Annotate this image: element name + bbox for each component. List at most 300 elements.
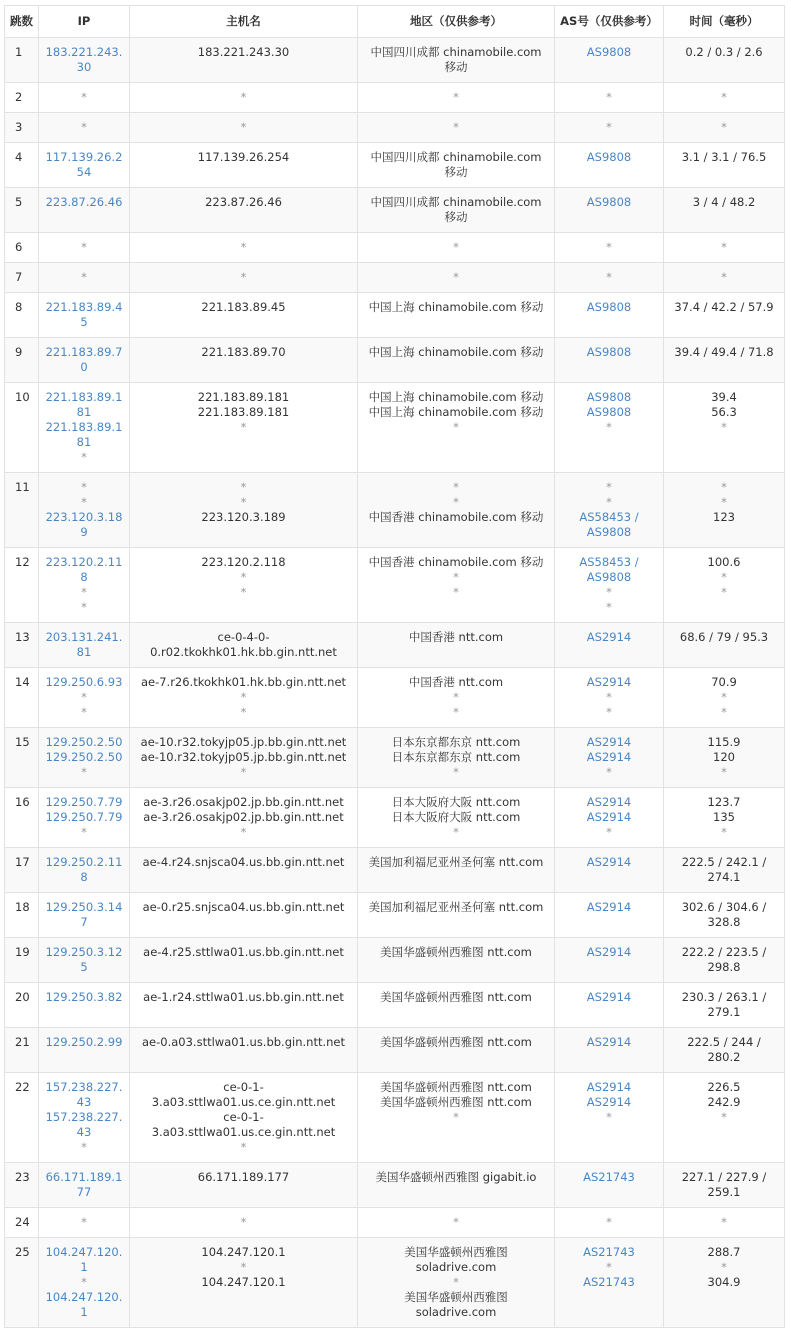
region-cell xyxy=(358,233,555,263)
ip-cell xyxy=(39,38,130,83)
time-cell xyxy=(664,668,785,728)
region-text: 美国华盛顿州西雅图 soladrive.com xyxy=(404,1290,508,1319)
hop-cell: 7 xyxy=(5,263,39,293)
time-text: 302.6 / 304.6 / 328.8 xyxy=(681,900,767,929)
as-cell xyxy=(555,623,664,668)
region-cell xyxy=(358,383,555,473)
as-cell xyxy=(555,893,664,938)
hostname-cell xyxy=(130,848,358,893)
as-link[interactable]: AS21743 xyxy=(583,1170,635,1184)
no-response-mark: * xyxy=(240,825,247,839)
ip-cell xyxy=(39,473,130,548)
no-response-mark: * xyxy=(240,120,247,134)
as-link[interactable]: AS2914 xyxy=(586,675,632,689)
ip-link[interactable]: 66.171.189.177 xyxy=(45,1170,123,1199)
host-text: 117.139.26.254 xyxy=(197,150,290,164)
region-text: 美国华盛顿州西雅图 ntt.com xyxy=(380,990,532,1004)
header-time: 时间（毫秒） xyxy=(664,6,785,38)
no-response-mark: * xyxy=(606,420,612,434)
hop-cell: 19 xyxy=(5,938,39,983)
time-text: 288.7 xyxy=(707,1245,741,1259)
as-link[interactable]: AS2914 xyxy=(586,1080,632,1094)
region-text: 日本大阪府大阪 ntt.com xyxy=(391,810,521,824)
as-link[interactable]: AS2914 xyxy=(586,1095,632,1109)
hop-cell: 14 xyxy=(5,668,39,728)
ip-cell xyxy=(39,848,130,893)
region-cell xyxy=(358,338,555,383)
no-response-mark: * xyxy=(606,825,612,839)
as-cell xyxy=(555,473,664,548)
region-text: 美国华盛顿州西雅图 ntt.com xyxy=(380,1035,532,1049)
time-text: 3 / 4 / 48.2 xyxy=(692,195,756,209)
table-row xyxy=(5,383,785,473)
table-row xyxy=(5,983,785,1028)
ip-cell xyxy=(39,113,130,143)
hostname-cell xyxy=(130,893,358,938)
hop-cell: 20 xyxy=(5,983,39,1028)
ip-cell xyxy=(39,668,130,728)
time-text: 222.5 / 242.1 / 274.1 xyxy=(681,855,767,884)
region-cell xyxy=(358,263,555,293)
ip-link[interactable]: 221.183.89.181 xyxy=(45,390,123,419)
time-text: 242.9 xyxy=(707,1095,741,1109)
time-cell xyxy=(664,1163,785,1208)
no-response-mark: * xyxy=(240,765,247,779)
no-response-mark: * xyxy=(240,270,247,284)
region-text: 美国华盛顿州西雅图 soladrive.com xyxy=(404,1245,508,1274)
hostname-cell xyxy=(130,83,358,113)
ip-link[interactable]: 129.250.2.50 xyxy=(45,750,123,764)
ip-link[interactable]: 129.250.3.82 xyxy=(45,990,123,1004)
time-text: 115.9 xyxy=(707,735,741,749)
no-response-mark: * xyxy=(453,90,459,104)
time-cell xyxy=(664,188,785,233)
no-response-mark: * xyxy=(721,765,727,779)
no-response-mark: * xyxy=(453,825,459,839)
ip-cell xyxy=(39,1073,130,1163)
region-cell xyxy=(358,938,555,983)
as-link[interactable]: AS21743 xyxy=(583,1245,635,1259)
host-text: ae-1.r24.sttlwa01.us.bb.gin.ntt.net xyxy=(143,990,344,1004)
ip-cell xyxy=(39,983,130,1028)
no-response-mark: * xyxy=(453,420,459,434)
time-cell xyxy=(664,113,785,143)
no-response-mark: * xyxy=(81,450,87,464)
hostname-cell xyxy=(130,938,358,983)
no-response-mark: * xyxy=(721,705,727,719)
table-row xyxy=(5,848,785,893)
no-response-mark: * xyxy=(240,240,247,254)
hop-cell: 23 xyxy=(5,1163,39,1208)
no-response-mark: * xyxy=(606,90,612,104)
hop-cell: 4 xyxy=(5,143,39,188)
hop-cell: 1 xyxy=(5,38,39,83)
as-link[interactable]: AS9808 xyxy=(586,390,632,404)
ip-link[interactable]: 129.250.2.50 xyxy=(45,735,123,749)
region-cell xyxy=(358,668,555,728)
ip-link[interactable]: 183.221.243.30 xyxy=(45,45,123,74)
hop-cell: 21 xyxy=(5,1028,39,1073)
no-response-mark: * xyxy=(81,600,87,614)
host-text: ae-3.r26.osakjp02.jp.bb.gin.ntt.net xyxy=(143,795,344,809)
region-text: 中国上海 chinamobile.com 移动 xyxy=(368,345,544,359)
as-cell xyxy=(555,233,664,263)
region-text: 美国加利福尼亚州圣何塞 ntt.com xyxy=(368,855,544,869)
time-cell xyxy=(664,728,785,788)
time-text: 227.1 / 227.9 / 259.1 xyxy=(681,1170,767,1199)
no-response-mark: * xyxy=(81,120,87,134)
region-text: 美国华盛顿州西雅图 gigabit.io xyxy=(375,1170,537,1184)
hostname-cell xyxy=(130,548,358,623)
time-text: 70.9 xyxy=(711,675,737,689)
as-cell xyxy=(555,83,664,113)
hostname-cell xyxy=(130,338,358,383)
table-row xyxy=(5,293,785,338)
table-row xyxy=(5,1073,785,1163)
table-row xyxy=(5,788,785,848)
region-cell xyxy=(358,728,555,788)
region-cell xyxy=(358,293,555,338)
as-cell xyxy=(555,1028,664,1073)
as-cell xyxy=(555,188,664,233)
no-response-mark: * xyxy=(606,765,612,779)
as-link[interactable]: AS2914 xyxy=(586,1035,632,1049)
no-response-mark: * xyxy=(81,1215,87,1229)
table-row xyxy=(5,1028,785,1073)
no-response-mark: * xyxy=(721,480,727,494)
region-cell xyxy=(358,1208,555,1238)
time-cell xyxy=(664,938,785,983)
table-header-row xyxy=(5,6,785,38)
host-text: 221.183.89.45 xyxy=(201,300,286,314)
no-response-mark: * xyxy=(721,240,727,254)
no-response-mark: * xyxy=(453,495,459,509)
ip-link[interactable]: 104.247.120.1 xyxy=(45,1290,123,1319)
ip-link[interactable]: 221.183.89.70 xyxy=(45,345,123,374)
host-text: 221.183.89.70 xyxy=(201,345,286,359)
region-text: 日本东京都东京 ntt.com xyxy=(391,750,521,764)
as-link[interactable]: AS2914 xyxy=(586,795,632,809)
no-response-mark: * xyxy=(81,765,87,779)
host-text: 221.183.89.181 xyxy=(197,390,290,404)
as-link[interactable]: AS2914 xyxy=(586,900,632,914)
no-response-mark: * xyxy=(721,690,727,704)
region-text: 中国上海 chinamobile.com 移动 xyxy=(368,405,544,419)
hostname-cell xyxy=(130,383,358,473)
no-response-mark: * xyxy=(240,690,247,704)
ip-link[interactable]: 129.250.2.118 xyxy=(45,855,123,884)
hop-cell: 10 xyxy=(5,383,39,473)
ip-link[interactable]: 129.250.6.93 xyxy=(45,675,123,689)
table-row xyxy=(5,38,785,83)
ip-link[interactable]: 157.238.227.43 xyxy=(45,1080,123,1109)
as-link[interactable]: AS2914 xyxy=(586,750,632,764)
host-text: 223.87.26.46 xyxy=(205,195,282,209)
time-cell xyxy=(664,83,785,113)
region-text: 中国四川成都 chinamobile.com 移动 xyxy=(370,195,542,224)
host-text: ae-10.r32.tokyjp05.jp.bb.gin.ntt.net xyxy=(140,735,347,749)
hostname-cell xyxy=(130,38,358,83)
time-text: 3.1 / 3.1 / 76.5 xyxy=(681,150,767,164)
region-cell xyxy=(358,38,555,83)
as-cell xyxy=(555,143,664,188)
time-text: 123.7 xyxy=(707,795,741,809)
no-response-mark: * xyxy=(606,585,612,599)
table-row xyxy=(5,188,785,233)
host-text: 183.221.243.30 xyxy=(197,45,290,59)
no-response-mark: * xyxy=(721,1215,727,1229)
time-text: 56.3 xyxy=(711,405,737,419)
hop-cell: 25 xyxy=(5,1238,39,1328)
as-cell xyxy=(555,383,664,473)
hop-cell: 6 xyxy=(5,233,39,263)
no-response-mark: * xyxy=(721,585,727,599)
region-text: 美国华盛顿州西雅图 ntt.com xyxy=(380,1080,532,1094)
no-response-mark: * xyxy=(81,1140,87,1154)
no-response-mark: * xyxy=(240,705,247,719)
time-cell xyxy=(664,383,785,473)
region-text: 中国四川成都 chinamobile.com 移动 xyxy=(370,150,542,179)
ip-cell xyxy=(39,1163,130,1208)
time-cell xyxy=(664,1208,785,1238)
region-text: 中国香港 chinamobile.com 移动 xyxy=(368,555,544,569)
no-response-mark: * xyxy=(606,240,612,254)
as-link[interactable]: AS9808 xyxy=(586,45,632,59)
region-cell xyxy=(358,83,555,113)
region-text: 中国四川成都 chinamobile.com 移动 xyxy=(370,45,542,74)
no-response-mark: * xyxy=(721,120,727,134)
time-cell xyxy=(664,1073,785,1163)
no-response-mark: * xyxy=(81,1275,87,1289)
ip-link[interactable]: 129.250.7.79 xyxy=(45,795,123,809)
no-response-mark: * xyxy=(606,1215,612,1229)
ip-cell xyxy=(39,383,130,473)
host-text: 104.247.120.1 xyxy=(201,1275,286,1289)
host-text: 223.120.2.118 xyxy=(201,555,286,569)
no-response-mark: * xyxy=(453,480,459,494)
host-text: ce-0-1-3.a03.sttlwa01.us.ce.gin.ntt.net xyxy=(151,1110,336,1139)
as-link[interactable]: AS9808 xyxy=(586,150,632,164)
header-hop: 跳数 xyxy=(5,6,39,38)
as-link[interactable]: AS2914 xyxy=(586,630,632,644)
no-response-mark: * xyxy=(721,270,727,284)
header-hostname: 主机名 xyxy=(130,6,358,38)
hostname-cell xyxy=(130,143,358,188)
no-response-mark: * xyxy=(606,270,612,284)
hostname-cell xyxy=(130,1073,358,1163)
table-row xyxy=(5,728,785,788)
as-cell xyxy=(555,983,664,1028)
table-row xyxy=(5,473,785,548)
ip-cell xyxy=(39,338,130,383)
region-cell xyxy=(358,893,555,938)
no-response-mark: * xyxy=(453,585,459,599)
hostname-cell xyxy=(130,1238,358,1328)
ip-link[interactable]: 221.183.89.181 xyxy=(45,420,123,449)
region-text: 中国上海 chinamobile.com 移动 xyxy=(368,390,544,404)
ip-link[interactable]: 129.250.2.99 xyxy=(45,1035,123,1049)
hostname-cell xyxy=(130,188,358,233)
ip-cell xyxy=(39,728,130,788)
as-cell xyxy=(555,1163,664,1208)
table-row xyxy=(5,113,785,143)
no-response-mark: * xyxy=(240,480,247,494)
time-text: 120 xyxy=(713,750,735,764)
table-row xyxy=(5,623,785,668)
time-cell xyxy=(664,1238,785,1328)
no-response-mark: * xyxy=(721,570,727,584)
host-text: ae-10.r32.tokyjp05.jp.bb.gin.ntt.net xyxy=(140,750,347,764)
no-response-mark: * xyxy=(721,825,727,839)
table-row xyxy=(5,233,785,263)
as-cell xyxy=(555,293,664,338)
host-text: ae-0.a03.sttlwa01.us.bb.gin.ntt.net xyxy=(142,1035,345,1049)
hostname-cell xyxy=(130,263,358,293)
no-response-mark: * xyxy=(81,705,87,719)
hop-cell: 8 xyxy=(5,293,39,338)
no-response-mark: * xyxy=(240,495,247,509)
hop-cell: 2 xyxy=(5,83,39,113)
as-link[interactable]: AS2914 xyxy=(586,735,632,749)
table-row xyxy=(5,938,785,983)
no-response-mark: * xyxy=(453,765,459,779)
time-cell xyxy=(664,848,785,893)
region-text: 美国加利福尼亚州圣何塞 ntt.com xyxy=(368,900,544,914)
ip-cell xyxy=(39,293,130,338)
region-cell xyxy=(358,1163,555,1208)
as-link[interactable]: AS2914 xyxy=(586,990,632,1004)
no-response-mark: * xyxy=(721,90,727,104)
table-row xyxy=(5,338,785,383)
as-link[interactable]: AS21743 xyxy=(583,1275,635,1289)
region-cell xyxy=(358,188,555,233)
as-link[interactable]: AS58453 / AS9808 xyxy=(579,555,639,584)
no-response-mark: * xyxy=(453,690,459,704)
no-response-mark: * xyxy=(453,1275,459,1289)
time-text: 0.2 / 0.3 / 2.6 xyxy=(685,45,763,59)
ip-link[interactable]: 203.131.241.81 xyxy=(45,630,123,659)
no-response-mark: * xyxy=(81,585,87,599)
ip-link[interactable]: 157.238.227.43 xyxy=(45,1110,123,1139)
no-response-mark: * xyxy=(240,585,247,599)
ip-link[interactable]: 223.120.3.189 xyxy=(45,510,123,539)
ip-link[interactable]: 104.247.120.1 xyxy=(45,1245,123,1274)
ip-link[interactable]: 117.139.26.254 xyxy=(45,150,123,179)
region-text: 日本大阪府大阪 ntt.com xyxy=(391,795,521,809)
time-cell xyxy=(664,293,785,338)
region-cell xyxy=(358,983,555,1028)
header-as: AS号（仅供参考） xyxy=(555,6,664,38)
as-cell xyxy=(555,38,664,83)
ip-link[interactable]: 129.250.3.125 xyxy=(45,945,123,974)
no-response-mark: * xyxy=(453,270,459,284)
hop-cell: 16 xyxy=(5,788,39,848)
no-response-mark: * xyxy=(81,240,87,254)
no-response-mark: * xyxy=(721,1260,727,1274)
no-response-mark: * xyxy=(606,480,612,494)
no-response-mark: * xyxy=(721,1110,727,1124)
no-response-mark: * xyxy=(606,1110,612,1124)
table-body xyxy=(5,38,785,1328)
no-response-mark: * xyxy=(606,120,612,134)
time-text: 39.4 / 49.4 / 71.8 xyxy=(674,345,774,359)
host-text: 221.183.89.181 xyxy=(197,405,290,419)
hostname-cell xyxy=(130,113,358,143)
time-cell xyxy=(664,893,785,938)
hostname-cell xyxy=(130,233,358,263)
host-text: ce-0-1-3.a03.sttlwa01.us.ce.gin.ntt.net xyxy=(151,1080,336,1109)
hostname-cell xyxy=(130,1028,358,1073)
no-response-mark: * xyxy=(240,90,247,104)
region-text: 中国香港 chinamobile.com 移动 xyxy=(368,510,544,524)
ip-cell xyxy=(39,1238,130,1328)
as-cell xyxy=(555,668,664,728)
region-cell xyxy=(358,1238,555,1328)
no-response-mark: * xyxy=(240,1215,247,1229)
host-text: 223.120.3.189 xyxy=(201,510,286,524)
table-row xyxy=(5,1208,785,1238)
time-cell xyxy=(664,473,785,548)
no-response-mark: * xyxy=(453,570,459,584)
region-text: 美国华盛顿州西雅图 ntt.com xyxy=(380,1095,532,1109)
as-cell xyxy=(555,113,664,143)
region-cell xyxy=(358,848,555,893)
time-cell xyxy=(664,38,785,83)
hop-cell: 24 xyxy=(5,1208,39,1238)
no-response-mark: * xyxy=(81,480,87,494)
time-cell xyxy=(664,233,785,263)
region-text: 日本东京都东京 ntt.com xyxy=(391,735,521,749)
hostname-cell xyxy=(130,473,358,548)
host-text: ce-0-4-0-0.r02.tkokhk01.hk.bb.gin.ntt.net xyxy=(150,630,337,659)
no-response-mark: * xyxy=(240,420,247,434)
as-link[interactable]: AS58453 / AS9808 xyxy=(579,510,639,539)
ip-cell xyxy=(39,1028,130,1073)
hop-cell: 18 xyxy=(5,893,39,938)
ip-link[interactable]: 129.250.7.79 xyxy=(45,810,123,824)
hop-cell: 22 xyxy=(5,1073,39,1163)
region-cell xyxy=(358,788,555,848)
hop-cell: 5 xyxy=(5,188,39,233)
time-text: 135 xyxy=(713,810,735,824)
as-link[interactable]: AS2914 xyxy=(586,945,632,959)
table-row xyxy=(5,83,785,113)
hostname-cell xyxy=(130,728,358,788)
ip-cell xyxy=(39,263,130,293)
no-response-mark: * xyxy=(606,1260,612,1274)
as-link[interactable]: AS2914 xyxy=(586,855,632,869)
ip-link[interactable]: 221.183.89.45 xyxy=(45,300,123,329)
no-response-mark: * xyxy=(453,1110,459,1124)
hop-cell: 11 xyxy=(5,473,39,548)
as-link[interactable]: AS9808 xyxy=(586,405,632,419)
host-text: ae-3.r26.osakjp02.jp.bb.gin.ntt.net xyxy=(143,810,344,824)
ip-link[interactable]: 223.120.2.118 xyxy=(45,555,123,584)
time-cell xyxy=(664,548,785,623)
ip-link[interactable]: 223.87.26.46 xyxy=(45,195,123,209)
time-cell xyxy=(664,1028,785,1073)
time-cell xyxy=(664,338,785,383)
as-link[interactable]: AS9808 xyxy=(586,195,632,209)
no-response-mark: * xyxy=(606,705,612,719)
hop-cell: 9 xyxy=(5,338,39,383)
ip-link[interactable]: 129.250.3.147 xyxy=(45,900,123,929)
table-row xyxy=(5,893,785,938)
as-link[interactable]: AS2914 xyxy=(586,810,632,824)
as-link[interactable]: AS9808 xyxy=(586,345,632,359)
hostname-cell xyxy=(130,623,358,668)
as-link[interactable]: AS9808 xyxy=(586,300,632,314)
